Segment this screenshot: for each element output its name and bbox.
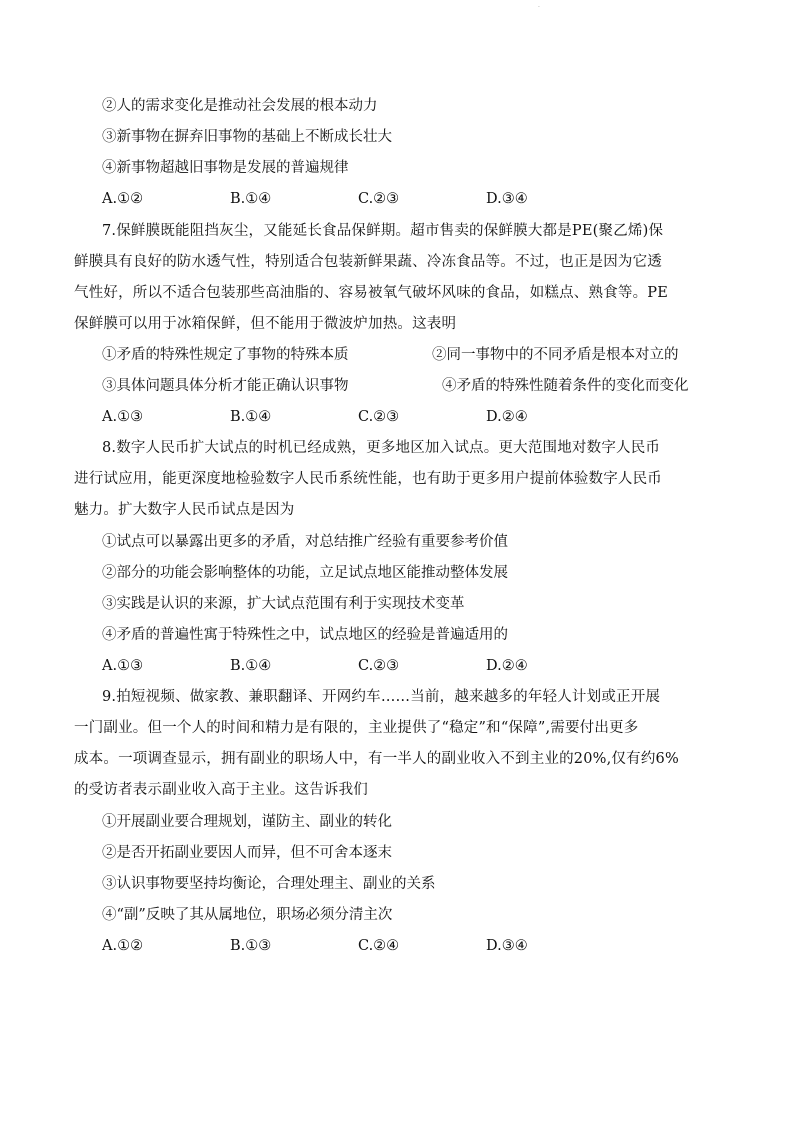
q6-option-c[interactable]: C.②③	[358, 191, 400, 207]
q6-item-2: ②人的需求变化是推动社会发展的根本动力	[102, 98, 378, 114]
q9-stem-line-4: 的受访者表示副业收入高于主业。这告诉我们	[74, 782, 368, 798]
q6-item-3: ③新事物在摒弃旧事物的基础上不断成长壮大	[102, 129, 392, 145]
q9-stem-line-1: 9.拍短视频、做家教、兼职翻译、开网约车……当前，越来越多的年轻人计划或正开展	[102, 689, 661, 705]
q8-option-d[interactable]: D.②④	[486, 658, 528, 674]
q9-option-d[interactable]: D.③④	[486, 938, 528, 954]
q9-item-4: ④“副”反映了其从属地位，职场必须分清主次	[102, 907, 393, 923]
q9-stem-line-2: 一门副业。但一个人的时间和精力是有限的，主业提供了“稳定”和“保障”,需要付出更多	[74, 720, 639, 736]
q8-stem-line-3: 魅力。扩大数字人民币试点是因为	[74, 502, 295, 518]
q7-stem-line-3: 气性好，所以不适合包装那些高油脂的、容易被氧气破坏风味的食品，如糕点、熟食等。PE	[74, 285, 669, 301]
q7-option-a[interactable]: A.①③	[102, 409, 144, 425]
q7-stem-line-2: 鲜膜具有良好的防水透气性，特别适合包装新鲜果蔬、冷冻食品等。不过，也正是因为它透	[74, 254, 662, 270]
q9-option-a[interactable]: A.①②	[102, 938, 144, 954]
q8-option-a[interactable]: A.①③	[102, 658, 144, 674]
q9-option-c[interactable]: C.②④	[358, 938, 400, 954]
q6-option-d[interactable]: D.③④	[486, 191, 528, 207]
q8-item-1: ①试点可以暴露出更多的矛盾，对总结推广经验有重要参考价值	[102, 534, 508, 550]
q8-item-2: ②部分的功能会影响整体的功能，立足试点地区能推动整体发展	[102, 565, 508, 581]
q6-item-4: ④新事物超越旧事物是发展的普遍规律	[102, 160, 349, 176]
q8-option-b[interactable]: B.①④	[230, 658, 272, 674]
q7-option-c[interactable]: C.②③	[358, 409, 400, 425]
q6-option-b[interactable]: B.①④	[230, 191, 272, 207]
q7-option-b[interactable]: B.①④	[230, 409, 272, 425]
q9-item-3: ③认识事物要坚持均衡论，合理处理主、副业的关系	[102, 876, 436, 892]
q7-item-2: ②同一事物中的不同矛盾是根本对立的	[432, 347, 679, 363]
q6-option-a[interactable]: A.①②	[102, 191, 144, 207]
q8-item-3: ③实践是认识的来源，扩大试点范围有利于实现技术变革	[102, 596, 465, 612]
q8-options	[102, 656, 562, 676]
q7-item-4: ④矛盾的特殊性随着条件的变化而变化	[442, 378, 689, 394]
q9-option-b[interactable]: B.①③	[230, 938, 272, 954]
header-mark: ·	[538, 4, 540, 11]
q9-item-2: ②是否开拓副业要因人而异，但不可舍本逐末	[102, 845, 392, 861]
q9-stem-line-3: 成本。一项调查显示，拥有副业的职场人中，有一半人的副业收入不到主业的20%,仅有约6%	[74, 751, 679, 767]
q8-stem-line-2: 进行试应用，能更深度地检验数字人民币系统性能，也有助于更多用户提前体验数字人民币	[74, 471, 662, 487]
q7-item-3: ③具体问题具体分析才能正确认识事物	[102, 378, 349, 394]
q7-option-d[interactable]: D.②④	[486, 409, 528, 425]
q7-item-1: ①矛盾的特殊性规定了事物的特殊本质	[102, 347, 349, 363]
q7-stem-line-4: 保鲜膜可以用于冰箱保鲜，但不能用于微波炉加热。这表明	[74, 316, 457, 332]
q9-options	[102, 936, 562, 956]
q8-item-4: ④矛盾的普遍性寓于特殊性之中，试点地区的经验是普遍适用的	[102, 627, 508, 643]
q9-item-1: ①开展副业要合理规划，谨防主、副业的转化	[102, 814, 392, 830]
q8-stem-line-1: 8.数字人民币扩大试点的时机已经成熟，更多地区加入试点。更大范围地对数字人民币	[102, 440, 661, 456]
q6-options	[102, 189, 562, 209]
q7-options	[102, 407, 562, 427]
q8-option-c[interactable]: C.②③	[358, 658, 400, 674]
q7-stem-line-1: 7.保鲜膜既能阻挡灰尘，又能延长食品保鲜期。超市售卖的保鲜膜大都是PE(聚乙烯)保	[102, 223, 664, 239]
